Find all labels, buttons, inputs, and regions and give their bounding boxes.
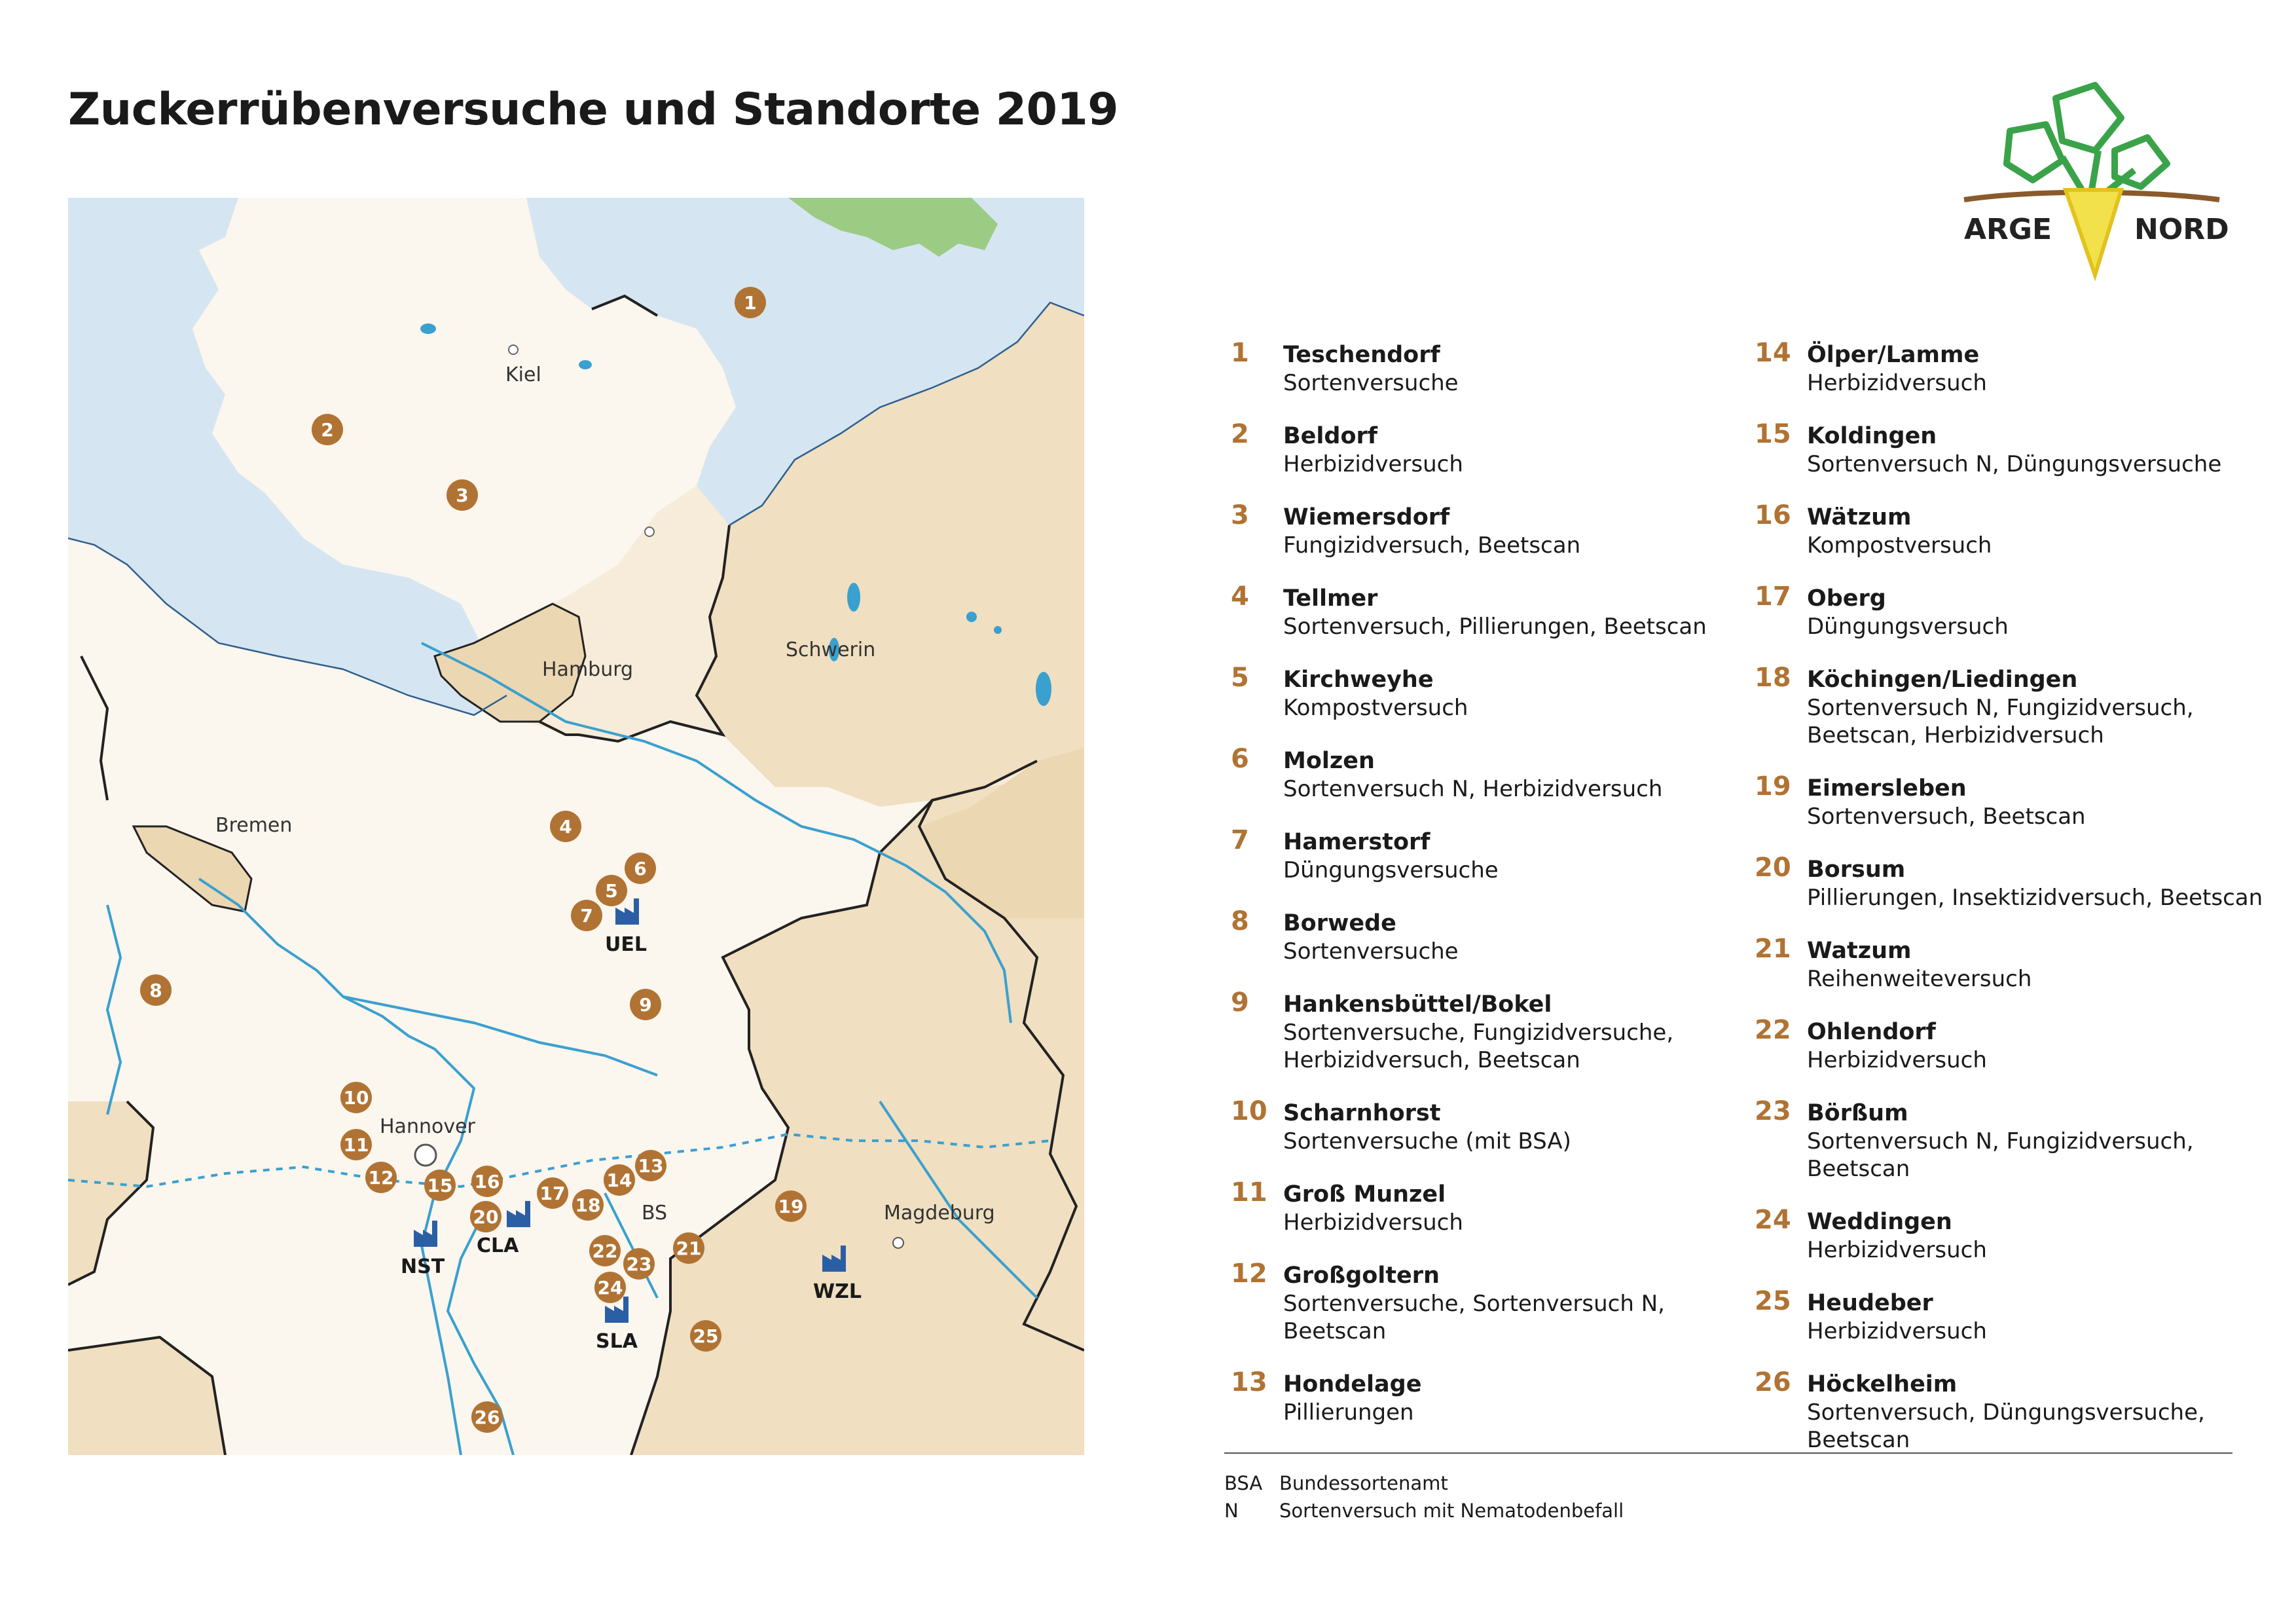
legend-place: Borsum xyxy=(1807,857,1906,883)
legend-number: 22 xyxy=(1755,1015,1791,1045)
svg-text:25: 25 xyxy=(693,1325,719,1347)
site-marker-10[interactable] xyxy=(340,1082,372,1113)
abbreviation-value: Bundessortenamt xyxy=(1279,1472,1448,1494)
city-label-kiel: Kiel xyxy=(505,363,541,386)
legend-entry-11 xyxy=(1231,1177,1741,1236)
svg-text:19: 19 xyxy=(778,1196,804,1217)
site-marker-22[interactable] xyxy=(589,1235,621,1266)
svg-text:8: 8 xyxy=(149,980,162,1001)
legend-place: Hankensbüttel/Bokel xyxy=(1283,991,1552,1018)
legend-trials: Sortenversuche xyxy=(1283,370,1459,396)
legend-trials: Herbizidversuch xyxy=(1283,1209,1463,1236)
legend-number: 21 xyxy=(1755,934,1791,964)
svg-text:26: 26 xyxy=(474,1407,500,1428)
svg-text:21: 21 xyxy=(676,1238,702,1259)
site-marker-9[interactable] xyxy=(630,989,661,1020)
svg-text:6: 6 xyxy=(634,858,647,879)
legend-number: 10 xyxy=(1231,1096,1267,1126)
city-label-bs: BS xyxy=(642,1202,668,1225)
abbreviation-n xyxy=(1224,1500,1624,1522)
legend-entry-2 xyxy=(1231,419,1741,478)
legend-number: 17 xyxy=(1755,581,1791,612)
legend-entry-1 xyxy=(1231,338,1741,397)
legend-number: 5 xyxy=(1231,663,1249,693)
legend-trials: Herbizidversuch xyxy=(1283,451,1463,477)
beet-root-icon xyxy=(2066,190,2121,275)
svg-text:NST: NST xyxy=(401,1255,445,1278)
legend-place: Scharnhorst xyxy=(1283,1100,1441,1126)
legend-entry-20 xyxy=(1755,855,2265,912)
svg-text:5: 5 xyxy=(605,880,618,902)
legend-entry-13 xyxy=(1231,1367,1741,1426)
legend-entry-21 xyxy=(1755,936,2265,993)
legend-place: Höckelheim xyxy=(1807,1371,1958,1397)
city-dot-magdeburg xyxy=(893,1238,903,1248)
legend-number: 13 xyxy=(1231,1367,1267,1397)
legend-trials: Pillierungen, Insektizidversuch, Beetscan xyxy=(1807,885,2263,911)
legend-trials: Sortenversuch N, Fungizidversuch, Beetscan xyxy=(1807,1128,2194,1182)
legend-place: Wätzum xyxy=(1807,504,1912,530)
svg-text:WZL: WZL xyxy=(813,1280,862,1303)
svg-text:1: 1 xyxy=(744,292,757,314)
legend-entry-8 xyxy=(1231,906,1741,965)
legend-place: Hondelage xyxy=(1283,1371,1422,1397)
legend-number: 20 xyxy=(1755,853,1791,883)
legend-entry-10 xyxy=(1231,1096,1741,1155)
city-dot-luebeck xyxy=(645,527,654,536)
legend-trials: Kompostversuch xyxy=(1283,695,1468,721)
svg-text:17: 17 xyxy=(539,1183,566,1204)
map xyxy=(68,198,1084,1455)
site-marker-12[interactable] xyxy=(365,1162,397,1193)
legend-trials: Herbizidversuch xyxy=(1807,1237,1987,1263)
legend-trials: Pillierungen xyxy=(1283,1399,1414,1426)
page-title: Zuckerrübenversuche und Standorte 2019 xyxy=(68,84,1119,136)
legend-entry-19 xyxy=(1755,771,2265,830)
legend-entry-26 xyxy=(1755,1367,2265,1454)
legend-place: Beldorf xyxy=(1283,423,1377,449)
site-marker-14[interactable] xyxy=(604,1164,635,1196)
legend-entry-5 xyxy=(1231,665,1741,722)
abbreviation-bsa xyxy=(1224,1472,1448,1494)
svg-text:9: 9 xyxy=(639,994,652,1016)
legend-entry-18 xyxy=(1755,665,2265,749)
legend-entry-12 xyxy=(1231,1261,1741,1345)
legend-trials: Sortenversuche, Sortenversuch N, Beetscan xyxy=(1283,1291,1665,1344)
site-marker-21[interactable] xyxy=(673,1232,704,1264)
legend-place: Borwede xyxy=(1283,910,1396,936)
legend-trials: Sortenversuch N, Herbizidversuch xyxy=(1283,776,1663,802)
legend-place: Oberg xyxy=(1807,585,1886,612)
legend-trials: Düngungsversuche xyxy=(1283,857,1499,883)
city-dot-hannover xyxy=(415,1145,436,1166)
legend-place: Molzen xyxy=(1283,748,1375,774)
svg-text:18: 18 xyxy=(575,1194,601,1216)
site-marker-7[interactable] xyxy=(571,900,602,931)
legend-entry-22 xyxy=(1755,1015,2265,1074)
site-marker-8[interactable] xyxy=(140,974,172,1006)
legend-entry-14 xyxy=(1755,338,2265,397)
site-marker-11[interactable] xyxy=(340,1129,372,1160)
site-marker-25[interactable] xyxy=(690,1320,721,1352)
legend-number: 15 xyxy=(1755,419,1791,449)
legend-number: 6 xyxy=(1231,744,1249,774)
arge-nord-logo xyxy=(1938,79,2239,288)
legend-trials: Düngungsversuch xyxy=(1807,614,2009,640)
legend-number: 12 xyxy=(1231,1259,1267,1289)
svg-text:14: 14 xyxy=(606,1170,632,1191)
svg-text:11: 11 xyxy=(343,1134,369,1156)
legend-trials: Sortenversuch, Pillierungen, Beetscan xyxy=(1283,614,1707,640)
city-label-magdeburg: Magdeburg xyxy=(884,1202,995,1225)
legend-entry-3 xyxy=(1231,500,1741,559)
abbreviation-key: BSA xyxy=(1224,1472,1263,1494)
legend-number: 14 xyxy=(1755,338,1791,368)
legend-number: 4 xyxy=(1231,581,1249,612)
legend-place: Koldingen xyxy=(1807,423,1937,449)
svg-text:12: 12 xyxy=(368,1167,394,1189)
legend-trials: Herbizidversuch xyxy=(1807,1047,1987,1073)
svg-text:20: 20 xyxy=(473,1206,499,1228)
legend-place: Weddingen xyxy=(1807,1209,1952,1235)
legend-entry-25 xyxy=(1755,1286,2265,1345)
legend-place: Hamerstorf xyxy=(1283,829,1430,855)
site-marker-6[interactable] xyxy=(625,853,656,884)
site-marker-1[interactable] xyxy=(735,287,766,318)
legend-trials: Sortenversuche, Fungizidversuche, Herbizidversuch, Beetscan xyxy=(1283,1020,1674,1073)
legend-entry-17 xyxy=(1755,581,2265,640)
legend-place: Teschendorf xyxy=(1283,342,1440,368)
svg-text:UEL: UEL xyxy=(605,933,647,956)
site-marker-26[interactable] xyxy=(471,1401,503,1433)
svg-text:16: 16 xyxy=(474,1171,500,1192)
city-label-hannover: Hannover xyxy=(380,1115,475,1138)
site-legend-column-2 xyxy=(1755,338,2265,1479)
legend-place: Großgoltern xyxy=(1283,1263,1440,1289)
legend-number: 18 xyxy=(1755,663,1791,693)
svg-text:4: 4 xyxy=(559,816,572,838)
legend-place: Ohlendorf xyxy=(1807,1019,1936,1045)
legend-entry-24 xyxy=(1755,1205,2265,1264)
legend-entry-6 xyxy=(1231,744,1741,803)
svg-text:24: 24 xyxy=(597,1277,623,1299)
legend-trials: Sortenversuche (mit BSA) xyxy=(1283,1128,1571,1154)
legend-place: Tellmer xyxy=(1283,585,1378,612)
legend-entry-9 xyxy=(1231,987,1741,1074)
svg-text:22: 22 xyxy=(592,1240,618,1262)
legend-number: 25 xyxy=(1755,1286,1791,1316)
city-label-schwerin: Schwerin xyxy=(786,638,876,661)
legend-number: 26 xyxy=(1755,1367,1791,1397)
legend-place: Eimersleben xyxy=(1807,775,1967,802)
legend-place: Börßum xyxy=(1807,1100,1908,1126)
leaf-left-icon xyxy=(2007,124,2062,180)
legend-number: 7 xyxy=(1231,825,1249,855)
legend-entry-4 xyxy=(1231,581,1741,640)
legend-entry-16 xyxy=(1755,500,2265,559)
svg-text:SLA: SLA xyxy=(596,1330,638,1353)
legend-number: 3 xyxy=(1231,500,1249,530)
legend-trials: Sortenversuch N, Fungizidversuch, Beetscan, Herbizidversuch xyxy=(1807,695,2194,748)
legend-place: Wiemersdorf xyxy=(1283,504,1450,530)
site-marker-2[interactable] xyxy=(312,414,343,445)
site-marker-5[interactable] xyxy=(596,875,627,906)
legend-trials: Reihenweiteversuch xyxy=(1807,966,2032,992)
legend-number: 19 xyxy=(1755,771,1791,802)
site-marker-4[interactable] xyxy=(550,811,581,842)
legend-trials: Herbizidversuch xyxy=(1807,370,1987,396)
legend-number: 16 xyxy=(1755,500,1791,530)
logo-right-word: NORD xyxy=(2134,213,2229,246)
legend-number: 23 xyxy=(1755,1096,1791,1126)
legend-trials: Sortenversuch, Düngungsversuche, Beetscan xyxy=(1807,1399,2205,1453)
site-marker-19[interactable] xyxy=(775,1190,807,1222)
legend-trials: Kompostversuch xyxy=(1807,532,1992,559)
legend-entry-15 xyxy=(1755,419,2265,478)
site-marker-3[interactable] xyxy=(446,479,478,511)
legend-trials: Sortenversuch N, Düngungsversuche xyxy=(1807,451,2222,477)
site-marker-20[interactable] xyxy=(470,1201,501,1232)
site-marker-16[interactable] xyxy=(471,1166,503,1197)
legend-place: Heudeber xyxy=(1807,1290,1933,1316)
svg-text:10: 10 xyxy=(343,1087,369,1109)
legend-place: Kirchweyhe xyxy=(1283,667,1434,693)
leaf-center-icon xyxy=(2056,85,2121,151)
legend-number: 8 xyxy=(1231,906,1249,936)
legend-place: Köchingen/Liedingen xyxy=(1807,667,2078,693)
svg-text:15: 15 xyxy=(427,1175,453,1196)
legend-number: 9 xyxy=(1231,987,1249,1018)
legend-divider xyxy=(1224,1452,2232,1454)
site-marker-23[interactable] xyxy=(623,1248,655,1280)
legend-number: 2 xyxy=(1231,419,1249,449)
svg-text:2: 2 xyxy=(321,419,334,441)
svg-text:CLA: CLA xyxy=(477,1234,519,1257)
site-marker-24[interactable] xyxy=(594,1272,626,1303)
legend-number: 1 xyxy=(1231,338,1249,368)
legend-place: Groß Munzel xyxy=(1283,1181,1446,1208)
abbreviation-value: Sortenversuch mit Nematodenbefall xyxy=(1279,1500,1624,1522)
svg-text:3: 3 xyxy=(456,485,469,506)
svg-text:23: 23 xyxy=(626,1253,652,1275)
legend-trials: Herbizidversuch xyxy=(1807,1318,1987,1344)
legend-entry-7 xyxy=(1231,825,1741,884)
site-marker-13[interactable] xyxy=(635,1150,666,1181)
legend-number: 11 xyxy=(1231,1177,1267,1208)
legend-trials: Sortenversuch, Beetscan xyxy=(1807,803,2086,830)
legend-entry-23 xyxy=(1755,1096,2265,1183)
legend-place: Ölper/Lamme xyxy=(1807,342,1980,368)
svg-text:7: 7 xyxy=(580,905,593,927)
site-legend-column-1 xyxy=(1231,338,1741,1451)
city-label-bremen: Bremen xyxy=(215,814,293,837)
city-label-hamburg: Hamburg xyxy=(542,658,634,681)
legend-place: Watzum xyxy=(1807,938,1912,964)
site-marker-17[interactable] xyxy=(537,1177,568,1209)
legend-number: 24 xyxy=(1755,1205,1791,1235)
city-dot-kiel xyxy=(509,345,518,354)
svg-text:13: 13 xyxy=(638,1155,664,1177)
legend-trials: Sortenversuche xyxy=(1283,938,1459,965)
abbreviation-key: N xyxy=(1224,1500,1239,1522)
site-marker-18[interactable] xyxy=(572,1189,604,1221)
site-marker-15[interactable] xyxy=(424,1170,456,1201)
legend-trials: Fungizidversuch, Beetscan xyxy=(1283,532,1581,559)
logo-left-word: ARGE xyxy=(1964,213,2052,246)
